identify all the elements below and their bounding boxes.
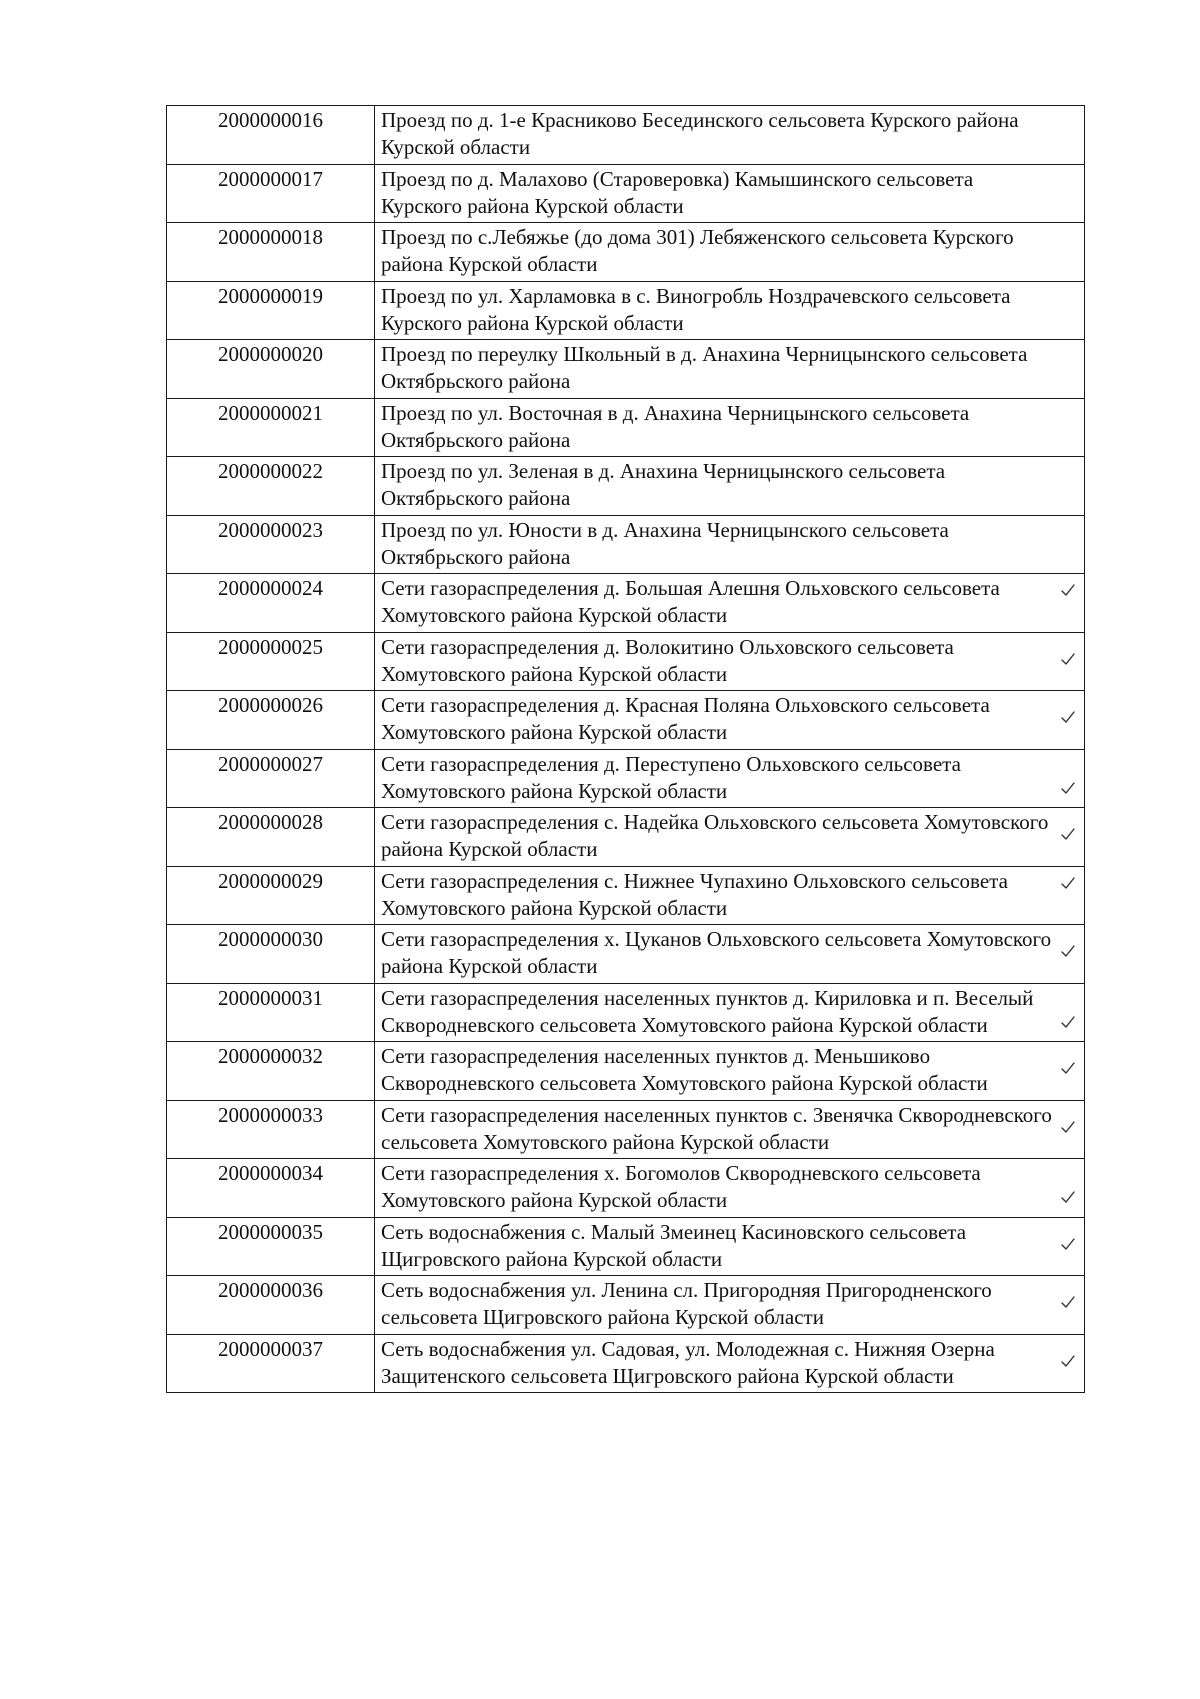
object-name-text: Проезд по ул. Восточная в д. Анахина Черницынского сельсовета Октябрьского района — [381, 400, 970, 452]
registry-table-body — [167, 106, 1085, 1393]
object-name-text: Сети газораспределения д. Красная Поляна Ольховского сельсовета Хомутовского района Курской области — [381, 693, 990, 744]
object-name-text: Сети газораспределения населенных пунктов д. Кириловка и п. Веселый Сквородневского сельсовета Хомутовского района Курской области — [381, 985, 1034, 1037]
table-row — [167, 398, 1085, 457]
table-row — [167, 1217, 1085, 1276]
object-code-cell: 2000000037 — [167, 1334, 375, 1393]
object-code-cell: 2000000028 — [167, 808, 375, 867]
table-row — [167, 866, 1085, 925]
checkmark-icon — [1060, 875, 1076, 891]
object-name-cell — [375, 574, 1085, 633]
table-row — [167, 1100, 1085, 1159]
object-name-text: Сети газораспределения с. Надейка Ольховского сельсовета Хомутовского района Курской области — [381, 810, 1049, 861]
object-code-cell: 2000000036 — [167, 1276, 375, 1335]
object-name-cell — [375, 223, 1085, 282]
object-name-text: Сети газораспределения х. Цуканов Ольховского сельсовета Хомутовского района Курской области — [381, 927, 1052, 978]
object-name-cell — [375, 340, 1085, 399]
object-code-cell: 2000000026 — [167, 691, 375, 750]
checkmark-icon — [1060, 1014, 1076, 1030]
checkmark-icon — [1060, 826, 1076, 842]
checkmark-icon — [1060, 1189, 1076, 1205]
object-code-cell: 2000000025 — [167, 632, 375, 691]
table-row — [167, 691, 1085, 750]
object-name-cell — [375, 749, 1085, 808]
checkmark-icon — [1060, 709, 1076, 725]
object-name-text: Проезд по с.Лебяжье (до дома 301) Лебяженского сельсовета Курского района Курской области — [381, 225, 1014, 276]
object-code-cell: 2000000016 — [167, 106, 375, 165]
object-name-text: Проезд по ул. Харламовка в с. Виногробль Ноздрачевского сельсовета Курского района Курской области — [381, 283, 1011, 335]
table-row — [167, 223, 1085, 282]
checkmark-icon — [1060, 651, 1076, 667]
object-name-cell — [375, 164, 1085, 223]
object-code-cell: 2000000031 — [167, 983, 375, 1042]
checkmark-icon — [1060, 780, 1076, 796]
object-name-text: Сети газораспределения с. Нижнее Чупахино Ольховского сельсовета Хомутовского района Курской области — [381, 868, 1008, 920]
object-name-cell — [375, 398, 1085, 457]
object-code-cell: 2000000034 — [167, 1159, 375, 1218]
object-name-cell — [375, 983, 1085, 1042]
object-name-cell — [375, 1042, 1085, 1101]
object-code-cell: 2000000021 — [167, 398, 375, 457]
object-code-cell: 2000000018 — [167, 223, 375, 282]
checkmark-icon — [1060, 943, 1076, 959]
object-name-text: Проезд по д. Малахово (Староверовка) Камышинского сельсовета Курского района Курской области — [381, 166, 974, 218]
object-code-cell: 2000000017 — [167, 164, 375, 223]
table-row — [167, 983, 1085, 1042]
object-name-text: Сеть водоснабжения ул. Садовая, ул. Молодежная с. Нижняя Озерна Защитенского сельсовета Щигровского района Курской области — [381, 1336, 995, 1388]
object-name-text: Сети газораспределения д. Большая Алешня Ольховского сельсовета Хомутовского района Курской области — [381, 576, 1000, 627]
object-name-text: Проезд по переулку Школьный в д. Анахина Черницынского сельсовета Октябрьского района — [381, 342, 1028, 393]
object-name-text: Сети газораспределения населенных пунктов с. Звенячка Сквородневского сельсовета Хомутовского района Курской области — [381, 1102, 1052, 1154]
object-name-cell — [375, 1334, 1085, 1393]
object-code-cell: 2000000022 — [167, 457, 375, 516]
checkmark-icon — [1060, 1119, 1076, 1135]
checkmark-icon — [1060, 582, 1076, 598]
checkmark-icon — [1060, 1060, 1076, 1076]
object-code-cell: 2000000020 — [167, 340, 375, 399]
object-name-cell — [375, 281, 1085, 340]
table-row — [167, 632, 1085, 691]
object-code-cell: 2000000030 — [167, 925, 375, 984]
table-row — [167, 515, 1085, 574]
table-row — [167, 1334, 1085, 1393]
object-code-cell: 2000000032 — [167, 1042, 375, 1101]
object-code-cell: 2000000029 — [167, 866, 375, 925]
object-name-text: Сеть водоснабжения с. Малый Змеинец Касиновского сельсовета Щигровского района Курской области — [381, 1219, 967, 1271]
object-code-cell: 2000000023 — [167, 515, 375, 574]
checkmark-icon — [1060, 1236, 1076, 1252]
table-row — [167, 1276, 1085, 1335]
table-row — [167, 1159, 1085, 1218]
object-name-text: Сети газораспределения х. Богомолов Сквородневского сельсовета Хомутовского района Курской области — [381, 1161, 981, 1212]
object-code-cell: 2000000033 — [167, 1100, 375, 1159]
table-row — [167, 925, 1085, 984]
object-name-cell — [375, 691, 1085, 750]
table-row — [167, 340, 1085, 399]
table-row — [167, 749, 1085, 808]
table-row — [167, 574, 1085, 633]
object-name-cell — [375, 1100, 1085, 1159]
object-name-text: Сеть водоснабжения ул. Ленина сл. Пригородняя Пригородненского сельсовета Щигровского района Курской области — [381, 1278, 992, 1329]
table-row — [167, 164, 1085, 223]
object-name-cell — [375, 925, 1085, 984]
table-row — [167, 281, 1085, 340]
object-name-text: Проезд по ул. Зеленая в д. Анахина Черницынского сельсовета Октябрьского района — [381, 459, 946, 510]
table-row — [167, 106, 1085, 165]
object-code-cell: 2000000035 — [167, 1217, 375, 1276]
object-name-cell — [375, 866, 1085, 925]
object-code-cell: 2000000024 — [167, 574, 375, 633]
object-code-cell: 2000000027 — [167, 749, 375, 808]
object-name-cell — [375, 515, 1085, 574]
object-name-cell — [375, 1159, 1085, 1218]
object-name-cell — [375, 1217, 1085, 1276]
checkmark-icon — [1060, 1294, 1076, 1310]
table-row — [167, 457, 1085, 516]
object-name-cell — [375, 1276, 1085, 1335]
checkmark-icon — [1060, 1353, 1076, 1369]
object-name-text: Проезд по д. 1-е Красниково Бесединского сельсовета Курского района Курской области — [381, 108, 1019, 159]
registry-table — [166, 105, 1085, 1393]
object-name-cell — [375, 457, 1085, 516]
object-name-cell — [375, 106, 1085, 165]
object-name-text: Сети газораспределения д. Переступено Ольховского сельсовета Хомутовского района Курской области — [381, 751, 961, 803]
table-row — [167, 1042, 1085, 1101]
object-name-cell — [375, 808, 1085, 867]
object-name-cell — [375, 632, 1085, 691]
object-name-text: Сети газораспределения д. Волокитино Ольховского сельсовета Хомутовского района Курской области — [381, 634, 954, 686]
object-name-text: Сети газораспределения населенных пунктов д. Меньшиково Сквородневского сельсовета Хомутовского района Курской области — [381, 1044, 988, 1095]
table-row — [167, 808, 1085, 867]
object-name-text: Проезд по ул. Юности в д. Анахина Черницынского сельсовета Октябрьского района — [381, 517, 949, 569]
object-code-cell: 2000000019 — [167, 281, 375, 340]
